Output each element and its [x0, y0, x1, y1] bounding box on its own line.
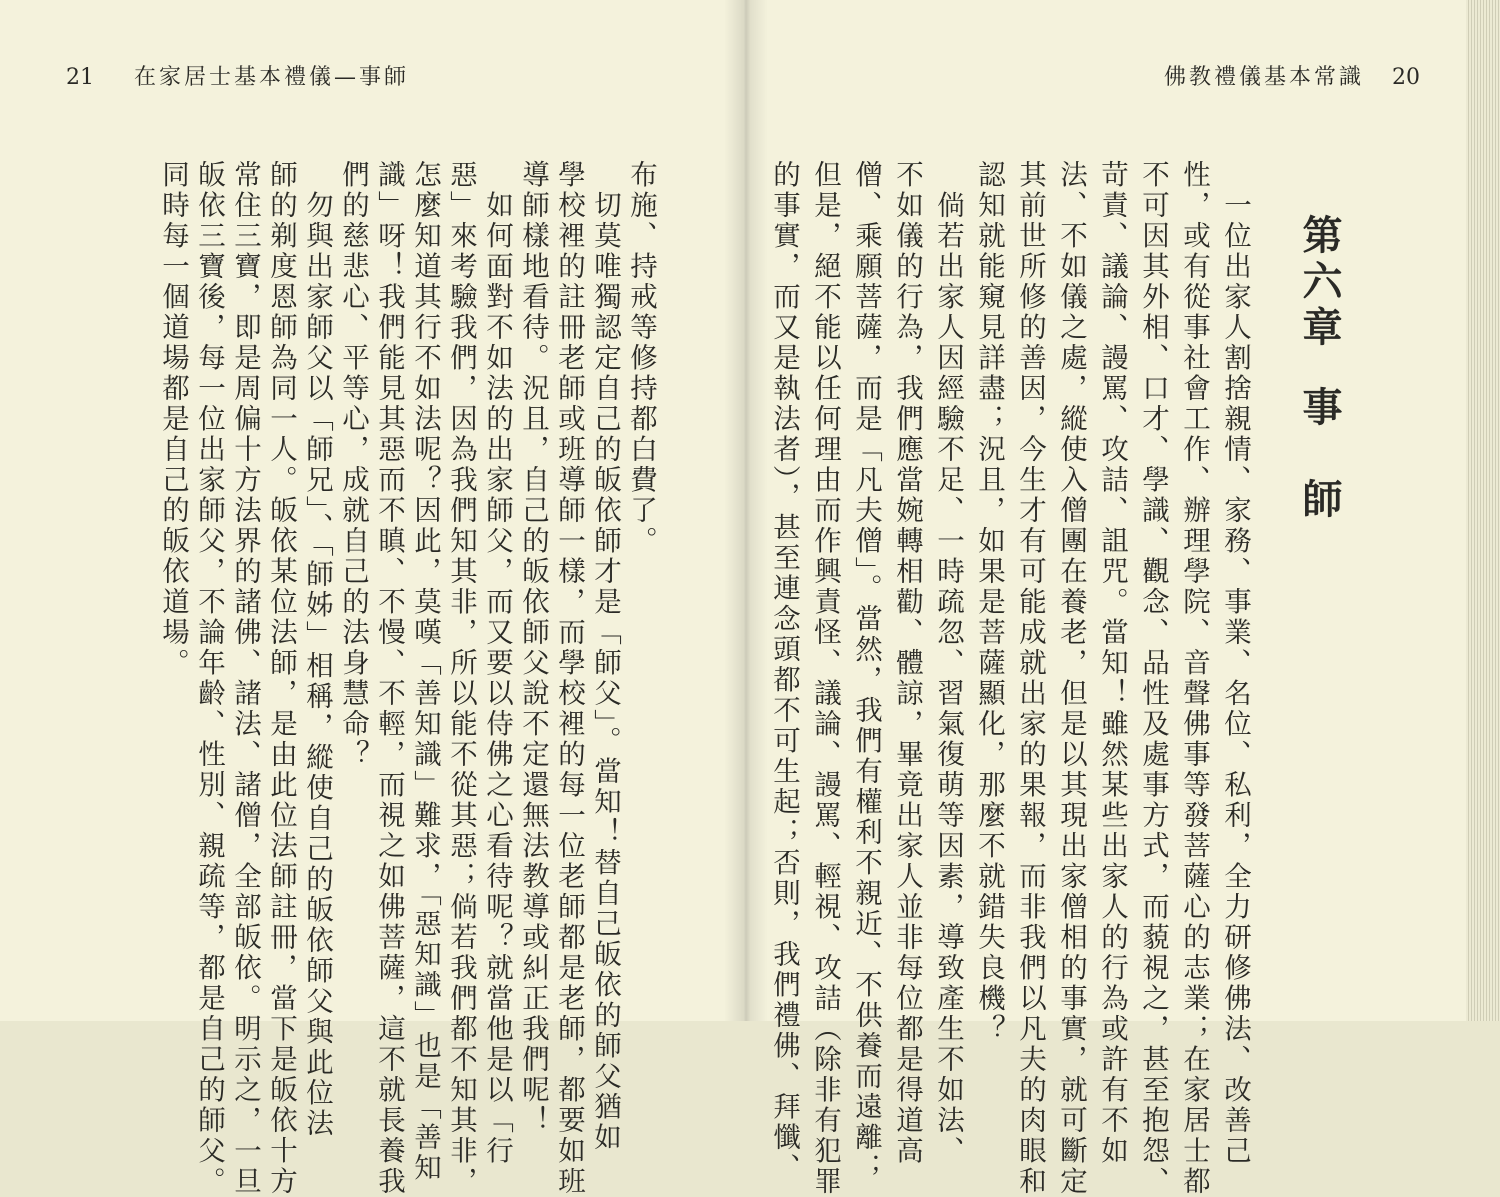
left-text-column: 皈依三寶後，每一位出家師父，不論年齡、性別、親疏等，都是自己的師父。 — [193, 160, 225, 1197]
right-page-header — [1164, 60, 1420, 91]
left-text-column: 導師樣地看待。況且，自己的皈依師父說不定還無法教導或糾正我們呢！ — [517, 160, 549, 1136]
left-text-column: 師的剃度恩師為同一人。皈依某位法師，是由此位法師註冊，當下是皈依十方 — [265, 160, 297, 1197]
right-text-column: 但是，絕不能以任何理由而作興責怪、議論、謾罵、輕視、攻詰（除非有犯罪 — [809, 160, 841, 1197]
right-text-column: 倘若出家人因經驗不足、一時疏忽、習氣復萌等因素，導致產生不如法、 — [932, 160, 964, 1167]
right-text-column: 不如儀的行為，我們應當婉轉相勸、體諒，畢竟出家人並非每位都是得道高 — [891, 160, 923, 1167]
right-running-header: 佛教禮儀基本常識 — [1164, 65, 1365, 90]
right-text-column: 認知就能窺見詳盡；況且，如果是菩薩顯化，那麼不就錯失良機？ — [973, 160, 1005, 1045]
right-page-number: 20 — [1392, 65, 1421, 90]
right-text-column: 一位出家人割捨親情、家務、事業、名位、私利，全力研修佛法、改善己 — [1219, 160, 1251, 1167]
chapter-number: 第六章 — [1296, 214, 1342, 352]
left-text-column: 怎麼知道其行不如法呢？因此，莫嘆「善知識」難求，「惡知識」也是「善知 — [409, 160, 441, 1184]
right-text-column: 不可因其外相、口才、學識、觀念、品性及處事方式，而藐視之，甚至抱怨、 — [1137, 160, 1169, 1197]
left-text-column: 常住三寶，即是周偏十方法界的諸佛、諸法、諸僧，全部皈依。明示之，一旦 — [229, 160, 261, 1197]
left-text-column: 惡」來考驗我們，因為我們知其非，所以能不從其惡；倘若我們都不知其非， — [445, 160, 477, 1197]
right-text-column: 的事實，而又是執法者），甚至連念頭都不可生起；否則，我們禮佛、拜懺、 — [768, 160, 800, 1184]
right-text-column: 法、不如儀之處，縱使入僧團在養老，但是以其現出家僧相的事實，就可斷定 — [1055, 160, 1087, 1197]
right-text-column: 僧、乘願菩薩，而是「凡夫僧」。當然，我們有權利不親近、不供養而遠離； — [850, 160, 882, 1184]
left-text-column: 勿與出家師父以「師兄」、「師姊」相稱，縱使自己的皈依師父與此位法 — [301, 160, 333, 1139]
left-running-header: 在家居士基本禮儀—事師 — [134, 65, 410, 90]
left-page-header — [66, 60, 409, 91]
left-page — [0, 0, 744, 1197]
left-text-column: 們的慈悲心、平等心，成就自己的法身慧命？ — [337, 160, 369, 770]
left-text-column: 同時每一個道場都是自己的皈依道場。 — [157, 160, 189, 679]
left-text-column: 布施、持戒等修持都白費了。 — [625, 160, 657, 557]
left-text-column: 學校裡的註冊老師或班導師一樣，而學校裡的每一位老師都是老師，都要如班 — [553, 160, 585, 1197]
left-page-number: 21 — [66, 65, 94, 90]
right-text-column: 苛責、議論、謾罵、攻詰、詛咒。當知！雖然某些出家人的行為或許有不如 — [1096, 160, 1128, 1167]
right-text-column: 性，或有從事社會工作、辦理學院、音聲佛事等發菩薩心的志業；在家居士都 — [1178, 160, 1210, 1197]
left-text-column: 切莫唯獨認定自己的皈依師才是「師父」。當知！替自己皈依的師父猶如 — [589, 160, 621, 1153]
left-text-column: 識」呀！我們能見其惡而不瞋、不慢、不輕，而視之如佛菩薩，這不就長養我 — [373, 160, 405, 1197]
left-text-column: 如何面對不如法的出家師父，而又要以侍佛之心看待呢？就當他是以「行 — [481, 160, 513, 1167]
chapter-heading — [1296, 214, 1348, 524]
book-gutter — [724, 0, 768, 1021]
right-text-column: 其前世所修的善因，今生才有可能成就出家的果報，而非我們以凡夫的肉眼和 — [1014, 160, 1046, 1197]
chapter-title: 事 師 — [1296, 386, 1342, 524]
page-edges — [1466, 0, 1500, 1021]
